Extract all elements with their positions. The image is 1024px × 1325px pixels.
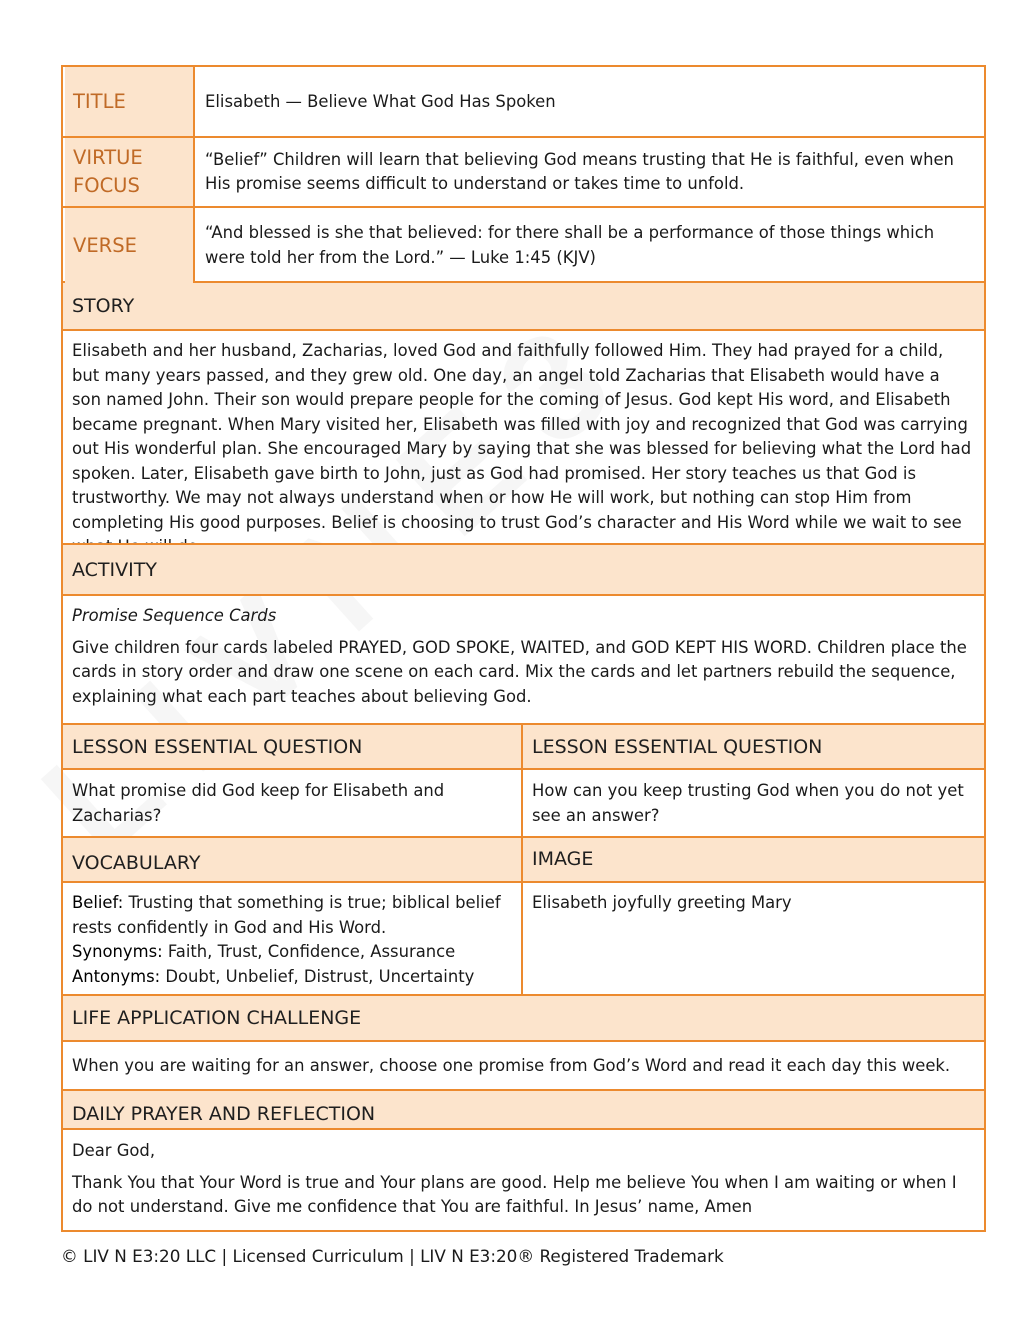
- verse-label: VERSE: [65, 208, 193, 283]
- virtue-row: [63, 138, 984, 206]
- activity-subtitle: Promise Sequence Cards: [72, 606, 277, 625]
- question-left-body: What promise did God keep for Elisabeth and Zacharias?: [61, 768, 523, 838]
- title-label: TITLE: [65, 67, 193, 137]
- image-heading: IMAGE: [521, 836, 986, 883]
- virtue-label-line2: FOCUS: [73, 174, 140, 197]
- synonyms-text: Faith, Trust, Confidence, Assurance: [162, 942, 456, 961]
- story-heading: STORY: [61, 283, 986, 331]
- question-right-body: How can you keep trusting God when you do not yet see an answer?: [521, 768, 986, 838]
- vocabulary-body: [61, 881, 523, 996]
- prayer-salutation: Dear God,: [72, 1141, 156, 1160]
- story-body: Elisabeth and her husband, Zacharias, loved God and faithfully followed Him. They had prayed for a child, but many years passed, and they grew old. One day, an angel told Zacharias that Elisabeth would have a son named John. Their son would prepare people for the coming of Jesus. God kept His word, and Elisabeth became pregnant. When Mary visited her, Elisabeth was filled with joy and recognized that God was carrying out His wonderful plan. She encouraged Mary by saying that she was blessed for believing what the Lord had spoken. Later, Elisabeth gave birth to John, just as God had promised. Her story teaches us that God is trustworthy. We may not always understand when or how He will work, but nothing can stop Him from completing His good purposes. Belief is choosing to trust God’s character and His Word while we wait to see: [61, 329, 986, 545]
- virtue-label-line1: VIRTUE: [73, 146, 143, 169]
- antonyms-text: Doubt, Unbelief, Distrust, Uncertainty: [160, 966, 475, 986]
- verse-value: “And blessed is she that believed: for there shall be a performance of those things which were told her from the Lord.” — Luke 1:45 (KJV): [193, 208, 984, 283]
- footer-copyright: © LIV N E3:20 LLC | Licensed Curriculum | LIV N E3:20® Registered Trademark: [61, 1246, 724, 1266]
- prayer-box: [61, 1128, 986, 1232]
- title-value: Elisabeth — Believe What God Has Spoken: [193, 67, 984, 137]
- virtue-value: “Belief” Children will learn that believing God means trusting that He is faithful, even when His promise seems difficult to understand or takes time to unfold.: [193, 138, 984, 206]
- vocabulary-term: Belief:: [72, 893, 124, 912]
- verse-row: [63, 208, 984, 283]
- vocabulary-antonyms: [72, 965, 509, 990]
- challenge-body: When you are waiting for an answer, choose one promise from God’s Word and read it each day this week.: [61, 1040, 986, 1091]
- activity-box: [61, 594, 986, 725]
- antonyms-label: Antonyms:: [72, 966, 161, 986]
- prayer-body: Thank You that Your Word is true and Your plans are good. Help me believe You when I am waiting or when I do not understand. Give me confidence that You are faithful. In Jesus’ name, Amen: [72, 1172, 957, 1216]
- prayer-heading: DAILY PRAYER AND REFLECTION: [61, 1089, 986, 1130]
- vocabulary-heading: VOCABULARY: [61, 836, 523, 883]
- synonyms-label: Synonyms:: [72, 942, 163, 961]
- vocabulary-synonyms: [72, 940, 509, 965]
- title-row: [63, 67, 984, 137]
- question-right-heading: LESSON ESSENTIAL QUESTION: [521, 723, 986, 770]
- vocabulary-definition-text: Trusting that something is true; biblical belief rests confidently in God and His Word.: [72, 893, 501, 937]
- activity-heading: ACTIVITY: [61, 543, 986, 596]
- lesson-info-table: [61, 65, 986, 283]
- vocabulary-definition: [72, 891, 509, 940]
- virtue-label: [65, 138, 193, 206]
- image-body: Elisabeth joyfully greeting Mary: [521, 881, 986, 996]
- activity-body: Give children four cards labeled PRAYED, GOD SPOKE, WAITED, and GOD KEPT HIS WORD. Children place the cards in story order and draw one scene on each card. Mix the cards and let partners rebuild the sequence, explaining what each part teaches about believing God.: [72, 637, 967, 706]
- question-left-heading: LESSON ESSENTIAL QUESTION: [61, 723, 523, 770]
- challenge-heading: LIFE APPLICATION CHALLENGE: [61, 994, 986, 1042]
